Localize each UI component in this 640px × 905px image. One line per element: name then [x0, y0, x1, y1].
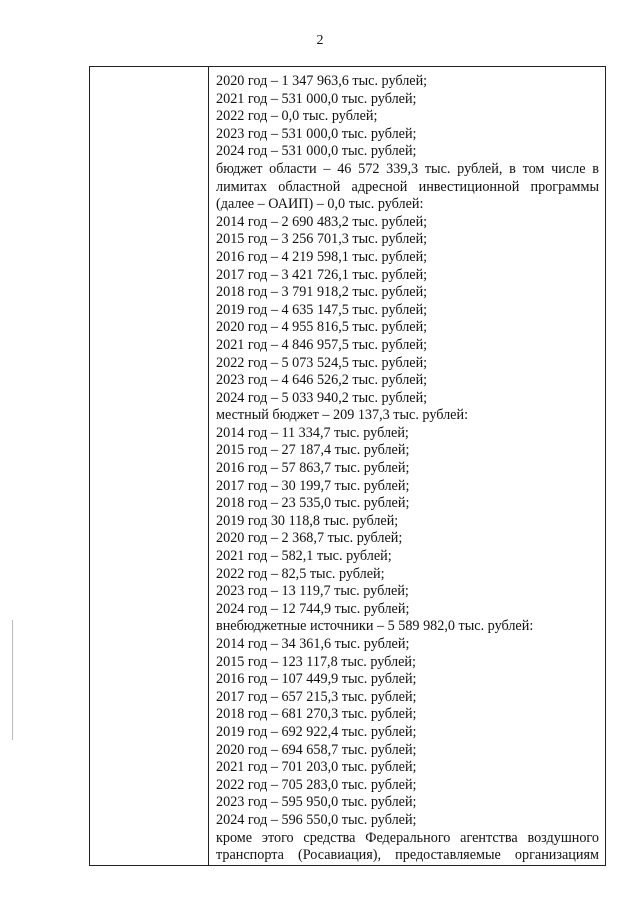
text-line: 2020 год – 4 955 816,5 тыс. рублей;	[216, 319, 428, 336]
page-number: 2	[316, 33, 324, 48]
text-line: 2015 год – 3 256 701,3 тыс. рублей;	[216, 231, 428, 248]
text-line: 2022 год – 5 073 524,5 тыс. рублей;	[216, 354, 428, 371]
program-funding-table	[89, 66, 606, 866]
text-line: 2015 год – 27 187,4 тыс. рублей;	[216, 442, 410, 459]
text-line: 2019 год – 4 635 147,5 тыс. рублей;	[216, 301, 428, 318]
text-line: транспорта (Росавиация), предоставляемые организациям	[216, 847, 599, 864]
text-line: 2016 год – 57 863,7 тыс. рублей;	[216, 460, 410, 477]
text-line: кроме этого средства Федерального агентства воздушного	[216, 829, 599, 846]
text-line: 2023 год – 13 119,7 тыс. рублей;	[216, 583, 409, 600]
funding-text	[209, 67, 605, 865]
text-line: 2020 год – 2 368,7 тыс. рублей;	[216, 530, 403, 547]
text-line: 2014 год – 34 361,6 тыс. рублей;	[216, 636, 410, 652]
table-row	[90, 67, 606, 866]
text-line: 2022 год – 82,5 тыс. рублей;	[216, 565, 385, 582]
text-line: местный бюджет – 209 137,3 тыс. рублей:	[216, 407, 469, 424]
text-line: 2022 год – 705 283,0 тыс. рублей;	[216, 776, 417, 793]
text-line: 2017 год – 3 421 726,1 тыс. рублей;	[216, 266, 428, 283]
text-line: 2023 год – 4 646 526,2 тыс. рублей;	[216, 372, 428, 389]
text-line: 2023 год – 595 950,0 тыс. рублей;	[216, 794, 417, 811]
text-line: 2022 год – 0,0 тыс. рублей;	[216, 108, 378, 125]
table-right-cell	[209, 67, 606, 866]
text-line: 2021 год – 582,1 тыс. рублей;	[216, 548, 392, 565]
text-line: лимитах областной адресной инвестиционной программы	[216, 178, 599, 195]
text-line: (далее – ОАИП) – 0,0 тыс. рублей:	[216, 196, 424, 213]
text-line: 2019 год 30 118,8 тыс. рублей;	[216, 512, 399, 529]
text-line: 2021 год – 701 203,0 тыс. рублей;	[216, 759, 417, 776]
text-line: 2024 год – 5 033 940,2 тыс. рублей;	[216, 389, 428, 406]
table-left-cell	[90, 67, 209, 866]
text-line: 2019 год – 692 922,4 тыс. рублей;	[216, 723, 417, 740]
text-line: 2020 год – 1 347 963,6 тыс. рублей;	[216, 73, 428, 89]
text-line: 2024 год – 596 550,0 тыс. рублей;	[216, 811, 417, 828]
text-line: 2018 год – 23 535,0 тыс. рублей;	[216, 495, 410, 512]
text-line: 2018 год – 681 270,3 тыс. рублей;	[216, 706, 417, 723]
scan-margin-mark	[12, 620, 13, 740]
text-line: 2014 год – 11 334,7 тыс. рублей;	[216, 424, 409, 441]
text-line: 2018 год – 3 791 918,2 тыс. рублей;	[216, 284, 428, 301]
text-line: 2024 год – 531 000,0 тыс. рублей;	[216, 143, 417, 160]
text-line: 2017 год – 30 199,7 тыс. рублей;	[216, 477, 410, 494]
text-line: внебюджетные источники – 5 589 982,0 тыс. рублей:	[216, 618, 534, 635]
text-line: бюджет области – 46 572 339,3 тыс. рублей, в том числе в	[216, 160, 599, 177]
text-line: 2023 год – 531 000,0 тыс. рублей;	[216, 125, 417, 142]
text-line: 2020 год – 694 658,7 тыс. рублей;	[216, 741, 417, 758]
text-line: 2024 год – 12 744,9 тыс. рублей;	[216, 600, 410, 617]
text-line: 2016 год – 107 449,9 тыс. рублей;	[216, 671, 417, 688]
text-line: 2016 год – 4 219 598,1 тыс. рублей;	[216, 248, 428, 265]
text-line: 2017 год – 657 215,3 тыс. рублей;	[216, 688, 417, 705]
text-line: 2014 год – 2 690 483,2 тыс. рублей;	[216, 213, 428, 230]
text-line: 2021 год – 531 000,0 тыс. рублей;	[216, 90, 417, 107]
text-line: 2021 год – 4 846 957,5 тыс. рублей;	[216, 336, 428, 353]
text-line: 2015 год – 123 117,8 тыс. рублей;	[216, 653, 416, 670]
